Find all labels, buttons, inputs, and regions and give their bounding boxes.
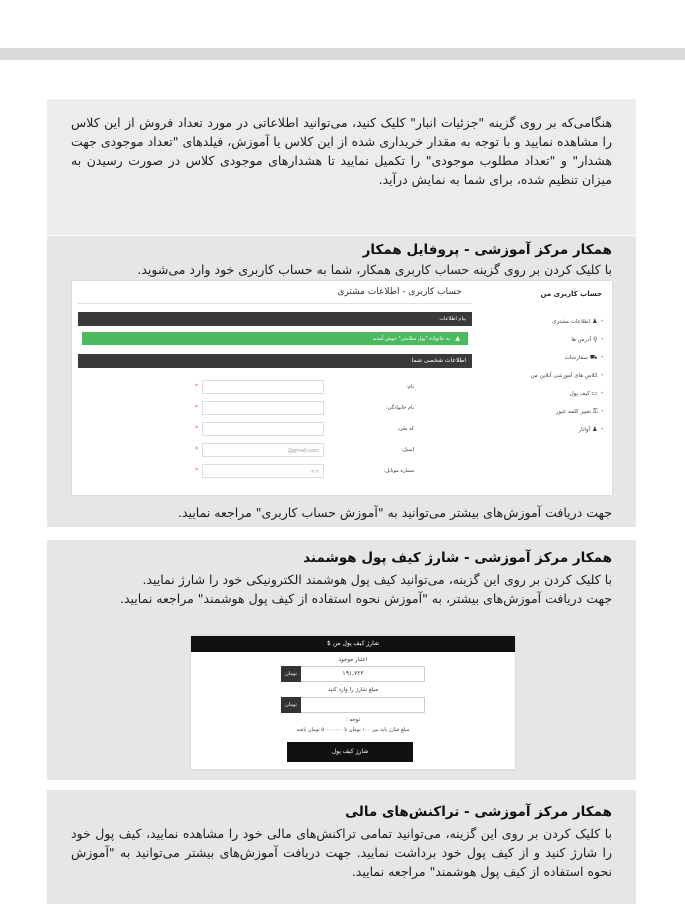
sidebar-item-addresses[interactable]: •⚲آدرس ها [531,331,604,349]
sidebar-item-customer-info[interactable]: •♟اطلاعات مشتری [531,313,604,331]
balance-field: ۱۹۱,۷۲۳ [281,666,425,682]
profile-description: با کلیک کردن بر روی گزینه حساب کاربری همکار، شما به حساب کاربری خود وارد می‌شوید. [137,262,612,277]
balance-label: اعتبار موجود [338,657,368,663]
form-row-email: ایمیل: @gmail.com * [78,443,472,459]
amount-currency: تومان [281,697,301,713]
profile-heading: همکار مرکز آموزشی - پروفایل همکار [362,242,612,258]
note-text: مبلغ شارژ باید بین ۱۰۰ تومان تا ۵۰۰۰۰۰۰۰ تومان باشد [296,727,410,733]
last-name-field[interactable] [202,401,324,415]
cart-icon: ⛟ [589,354,598,361]
welcome-alert: ▲ به خانواده "پول سلامتی" خوش آمدید [82,332,468,345]
required-marker: * [195,383,198,390]
note-label: توجه : [345,717,361,723]
sidebar-item-wallet[interactable]: •▭کیف پول [531,385,604,403]
account-sidebar [472,281,612,495]
account-main [78,281,472,495]
key-icon: ⚿ [592,408,598,415]
mobile-field[interactable]: ۰۹۱۲ [202,464,324,478]
form-row-first-name: نام: * [78,380,472,396]
transactions-heading: همکار مرکز آموزشی - تراکنش‌های مالی [345,804,612,820]
top-divider [0,48,685,60]
page-title: حساب کاربری - اطلاعات مشتری [337,287,462,297]
wallet-title-bar: شارژ کیف پول من$ [191,636,515,652]
form-row-last-name: نام خانوادگی: * [78,401,472,417]
map-marker-icon: ⚲ [593,336,598,343]
sidebar-item-orders[interactable]: •⛟سفارشات [531,349,604,367]
profile-section [47,236,636,527]
required-marker: * [195,467,198,474]
charge-wallet-button[interactable]: شارژ کیف پول [287,742,413,762]
sidebar-menu [531,313,604,439]
user-icon: ♟ [592,318,598,325]
national-id-field[interactable] [202,422,324,436]
required-marker: * [195,425,198,432]
intro-box [47,99,636,235]
profile-footer: جهت دریافت آموزش‌های بیشتر می‌توانید به "آموزش حساب کاربری" مراجعه نمایید. [178,505,612,520]
account-page-screenshot [72,281,612,495]
wallet-reference: جهت دریافت آموزش‌های بیشتر، به "آموزش نحوه استفاده از کیف پول هوشمند" مراجعه نمایید. [120,591,612,606]
required-marker: * [195,404,198,411]
form-row-national-id: کد ملی: * [78,422,472,438]
notice-header: پیام اطلاعات [78,312,472,326]
wallet-section [47,540,636,780]
transactions-section [47,790,636,904]
personal-info-header: اطلاعات شخصی شما [78,354,472,368]
sidebar-title: حساب کاربری من [540,290,602,298]
intro-paragraph: هنگامی‌که بر روی گزینه "جزئیات انبار" کلیک کنید، می‌توانید اطلاعاتی در مورد تعداد فروش از این کلاس را مشاهده نمایید و با توجه به مقدار خریداری شده از این کلاس یا آموزش، فیلدهای "تعداد موجودی جهت هشدار" و "تعداد مطلوب موجودی" را تکمیل نمایید تا هشدارهای موجودی کلاس در صورت رسیدن به میزان تنظیم شده، برای شما به نمایش درآید. [71,115,612,187]
amount-label: مبلغ شارژ را وارد کنید [327,687,379,693]
first-name-field[interactable] [202,380,324,394]
email-field[interactable]: @gmail.com [202,443,324,457]
wallet-icon: ▭ [591,390,598,397]
balance-currency: تومان [281,666,301,682]
wallet-heading: همکار مرکز آموزشی - شارژ کیف پول هوشمند [303,550,612,566]
avatar-icon: ♟ [592,426,598,433]
transactions-paragraph: با کلیک کردن بر روی این گزینه، می‌توانید تمامی تراکنش‌های مالی خود را مشاهده نمایید، کیف پول خود را شارژ کنید و از کیف پول خود برداشت نمایید. جهت دریافت آموزش‌های بیشتر می‌توانید به "آموزش نحوه استفاده از کیف پول هوشمند" مراجعه نمایید. [71,826,612,879]
sidebar-item-change-password[interactable]: •⚿تغییر کلمه عبور [531,403,604,421]
required-marker: * [195,446,198,453]
wallet-charge-screenshot [191,636,515,769]
form-row-mobile: شماره موبایل: ۰۹۱۲ * [78,464,472,480]
charge-amount-input[interactable] [281,697,425,713]
sidebar-item-avatar[interactable]: •♟آواتار [531,421,604,439]
wallet-description: با کلیک کردن بر روی این گزینه، می‌توانید کیف پول هوشمند الکترونیکی خود را شارژ نمایید. [142,572,612,587]
warning-icon: ▲ [455,335,460,342]
sidebar-item-online-classes[interactable]: •کلاس های آموزشی آنلاین من [530,372,604,379]
title-divider [78,303,472,304]
dollar-icon: $ [327,640,331,647]
